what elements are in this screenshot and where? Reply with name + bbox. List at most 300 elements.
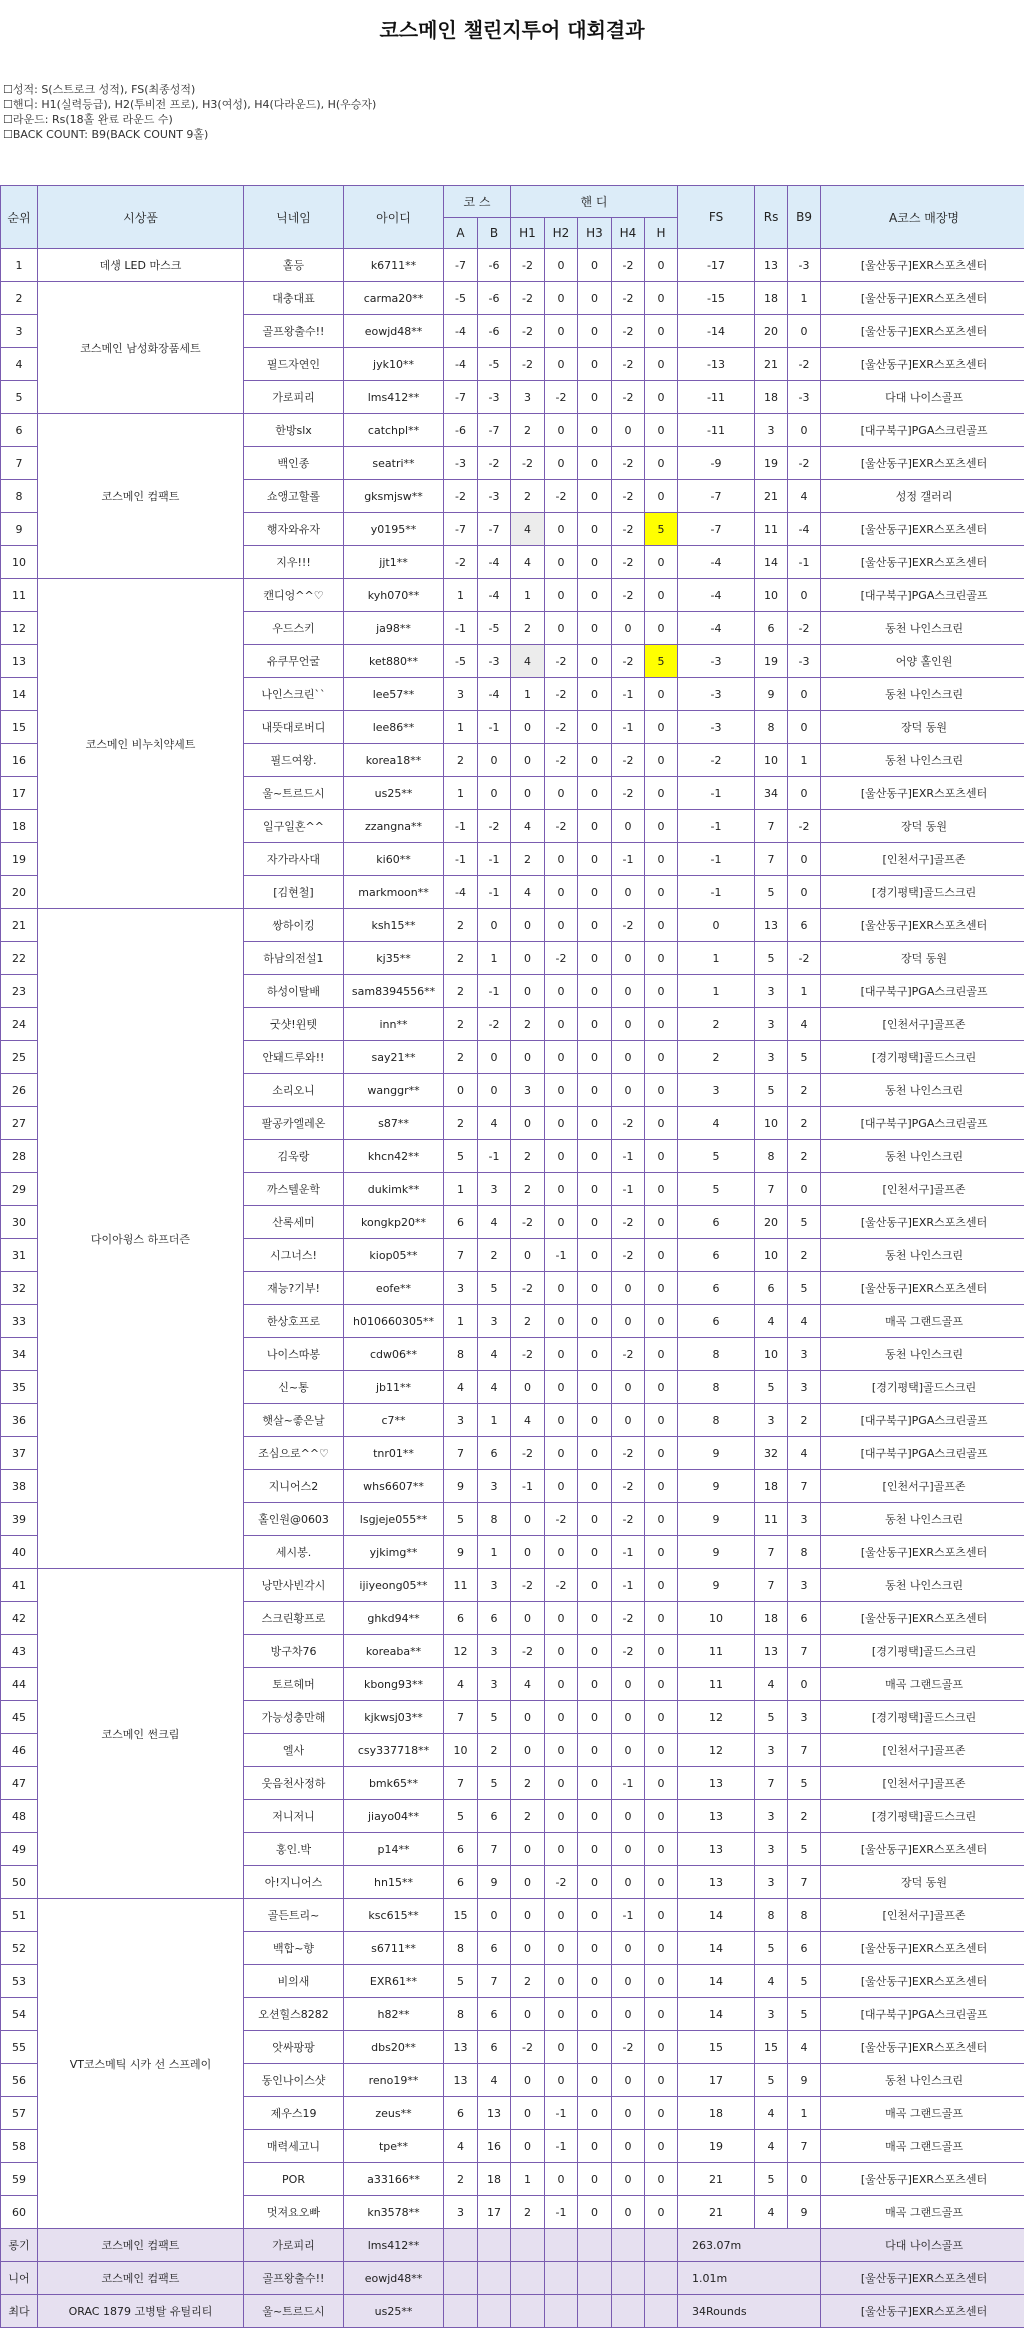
- rank-cell: 47: [1, 1767, 38, 1800]
- nickname-cell: 스크린황프로: [244, 1602, 344, 1635]
- nickname-cell: 가능성충만해: [244, 1701, 344, 1734]
- h3-cell: 0: [578, 777, 612, 810]
- b-cell: -4: [478, 579, 511, 612]
- store-cell: [울산동구]EXR스포츠센터: [821, 2031, 1024, 2064]
- a-cell: 4: [444, 1668, 478, 1701]
- nickname-cell: POR: [244, 2163, 344, 2196]
- h1-cell: 2: [511, 1173, 545, 1206]
- header-id: 아이디: [344, 186, 444, 249]
- h1-cell: 0: [511, 2064, 545, 2097]
- rank-cell: 8: [1, 480, 38, 513]
- prize-cell: 코스메인 컴팩트: [38, 2229, 244, 2262]
- h-cell: 0: [645, 1470, 678, 1503]
- a-cell: -2: [444, 480, 478, 513]
- h2-cell: 0: [545, 282, 578, 315]
- rank-cell: 60: [1, 2196, 38, 2229]
- fs-cell: 4: [678, 1107, 755, 1140]
- h-cell: 0: [645, 1140, 678, 1173]
- h4-cell: 0: [612, 1833, 645, 1866]
- h3-cell: 0: [578, 579, 612, 612]
- h-cell: 0: [645, 1305, 678, 1338]
- a-cell: -5: [444, 645, 478, 678]
- h1-cell: 3: [511, 1074, 545, 1107]
- store-cell: 동천 나인스크린: [821, 1338, 1024, 1371]
- prize-cell: 코스메인 컴팩트: [38, 2262, 244, 2295]
- b9-cell: -2: [788, 348, 821, 381]
- header-prize: 시상품: [38, 186, 244, 249]
- id-cell: kbong93**: [344, 1668, 444, 1701]
- store-cell: [울산동구]EXR스포츠센터: [821, 513, 1024, 546]
- a-cell: 6: [444, 1833, 478, 1866]
- h1-cell: 4: [511, 1668, 545, 1701]
- empty-cell: [578, 2262, 612, 2295]
- id-cell: yjkimg**: [344, 1536, 444, 1569]
- h1-cell: 0: [511, 1602, 545, 1635]
- h1-cell: 0: [511, 1041, 545, 1074]
- store-cell: 성정 갤러리: [821, 480, 1024, 513]
- rank-cell: 30: [1, 1206, 38, 1239]
- rank-cell: 4: [1, 348, 38, 381]
- b9-cell: 3: [788, 1371, 821, 1404]
- h2-cell: 0: [545, 843, 578, 876]
- nickname-cell: 골프왕출수!!: [244, 315, 344, 348]
- id-cell: ksh15**: [344, 909, 444, 942]
- b-cell: -5: [478, 612, 511, 645]
- store-cell: [경기평택]골드스크린: [821, 1041, 1024, 1074]
- h-cell: 0: [645, 249, 678, 282]
- h4-cell: -1: [612, 1140, 645, 1173]
- id-cell: ja98**: [344, 612, 444, 645]
- b9-cell: 2: [788, 1107, 821, 1140]
- rank-cell: 52: [1, 1932, 38, 1965]
- rank-cell: 18: [1, 810, 38, 843]
- nickname-cell: 재능?기부!: [244, 1272, 344, 1305]
- b9-cell: 0: [788, 1668, 821, 1701]
- b-cell: 5: [478, 1701, 511, 1734]
- b9-cell: 9: [788, 2064, 821, 2097]
- b9-cell: -3: [788, 249, 821, 282]
- prize-cell: 코스메인 썬크림: [38, 1569, 244, 1899]
- h2-cell: -2: [545, 744, 578, 777]
- b-cell: 0: [478, 1041, 511, 1074]
- h2-cell: 0: [545, 1965, 578, 1998]
- empty-cell: [444, 2295, 478, 2328]
- h3-cell: 0: [578, 843, 612, 876]
- b-cell: 4: [478, 1206, 511, 1239]
- h3-cell: 0: [578, 480, 612, 513]
- b9-cell: 4: [788, 2031, 821, 2064]
- rank-cell: 51: [1, 1899, 38, 1932]
- h1-cell: 2: [511, 1305, 545, 1338]
- h3-cell: 0: [578, 942, 612, 975]
- store-cell: [인천서구]골프존: [821, 843, 1024, 876]
- h-cell: 0: [645, 810, 678, 843]
- b-cell: -4: [478, 546, 511, 579]
- b-cell: 0: [478, 777, 511, 810]
- h2-cell: -2: [545, 942, 578, 975]
- header-b: B: [478, 218, 511, 249]
- legend-item-handicap: ☐ 핸디: H1(실력등급), H2(투비전 프로), H3(여성), H4(다라운드), H(우승자): [3, 97, 376, 112]
- b-cell: 2: [478, 1239, 511, 1272]
- h1-cell: -2: [511, 447, 545, 480]
- h1-cell: 1: [511, 678, 545, 711]
- h1-cell: 2: [511, 1767, 545, 1800]
- b9-cell: 4: [788, 480, 821, 513]
- b9-cell: 7: [788, 1470, 821, 1503]
- rs-cell: 4: [755, 2196, 788, 2229]
- b9-cell: 5: [788, 1998, 821, 2031]
- fs-cell: -13: [678, 348, 755, 381]
- store-cell: 다대 나이스골프: [821, 381, 1024, 414]
- b9-cell: 2: [788, 1074, 821, 1107]
- h4-cell: 0: [612, 1734, 645, 1767]
- h3-cell: 0: [578, 1668, 612, 1701]
- b-cell: 4: [478, 1107, 511, 1140]
- h-cell: 0: [645, 1965, 678, 1998]
- h2-cell: 0: [545, 1305, 578, 1338]
- b-cell: 4: [478, 1338, 511, 1371]
- b9-cell: -2: [788, 810, 821, 843]
- h1-cell: -2: [511, 1635, 545, 1668]
- h-cell: 0: [645, 1899, 678, 1932]
- h3-cell: 0: [578, 1734, 612, 1767]
- id-cell: seatri**: [344, 447, 444, 480]
- id-cell: kjkwsj03**: [344, 1701, 444, 1734]
- b-cell: 0: [478, 1074, 511, 1107]
- h1-cell: 0: [511, 975, 545, 1008]
- h-cell: 0: [645, 1371, 678, 1404]
- rank-cell: 27: [1, 1107, 38, 1140]
- h4-cell: -2: [612, 249, 645, 282]
- rank-cell: 28: [1, 1140, 38, 1173]
- nickname-cell: 햇살~좋은날: [244, 1404, 344, 1437]
- rs-cell: 5: [755, 1371, 788, 1404]
- rs-cell: 10: [755, 1239, 788, 1272]
- b9-cell: 8: [788, 1899, 821, 1932]
- h1-cell: 2: [511, 843, 545, 876]
- rs-cell: 3: [755, 1833, 788, 1866]
- nickname-cell: 조심으로^^♡: [244, 1437, 344, 1470]
- h3-cell: 0: [578, 249, 612, 282]
- fs-cell: 10: [678, 1602, 755, 1635]
- a-cell: 13: [444, 2064, 478, 2097]
- nickname-cell: 필드여왕.: [244, 744, 344, 777]
- h4-cell: 0: [612, 1272, 645, 1305]
- b9-cell: 5: [788, 1272, 821, 1305]
- rank-cell: 29: [1, 1173, 38, 1206]
- empty-cell: [612, 2262, 645, 2295]
- rank-cell: 21: [1, 909, 38, 942]
- b-cell: 2: [478, 1734, 511, 1767]
- id-cell: ijiyeong05**: [344, 1569, 444, 1602]
- h4-cell: 0: [612, 1701, 645, 1734]
- b9-cell: 7: [788, 1635, 821, 1668]
- fs-cell: 8: [678, 1338, 755, 1371]
- nickname-cell: 지니어스2: [244, 1470, 344, 1503]
- h1-cell: -2: [511, 1437, 545, 1470]
- a-cell: -6: [444, 414, 478, 447]
- store-cell: [울산동구]EXR스포츠센터: [821, 249, 1024, 282]
- fs-cell: 2: [678, 1041, 755, 1074]
- nickname-cell: 한방slx: [244, 414, 344, 447]
- rank-cell: 14: [1, 678, 38, 711]
- h1-cell: 1: [511, 579, 545, 612]
- h4-cell: 0: [612, 975, 645, 1008]
- empty-cell: [545, 2295, 578, 2328]
- a-cell: 1: [444, 777, 478, 810]
- fs-cell: -3: [678, 678, 755, 711]
- h3-cell: 0: [578, 348, 612, 381]
- b9-cell: 0: [788, 777, 821, 810]
- h2-cell: -2: [545, 381, 578, 414]
- store-cell: [울산동구]EXR스포츠센터: [821, 315, 1024, 348]
- h4-cell: -2: [612, 909, 645, 942]
- h1-cell: -2: [511, 348, 545, 381]
- store-cell: [인천서구]골프존: [821, 1899, 1024, 1932]
- b-cell: -1: [478, 975, 511, 1008]
- fs-cell: -3: [678, 711, 755, 744]
- h4-cell: -1: [612, 843, 645, 876]
- b-cell: 13: [478, 2097, 511, 2130]
- h-cell: 0: [645, 381, 678, 414]
- h4-cell: -2: [612, 1470, 645, 1503]
- store-cell: [대구북구]PGA스크린골프: [821, 1437, 1024, 1470]
- a-cell: 10: [444, 1734, 478, 1767]
- rs-cell: 5: [755, 1074, 788, 1107]
- rank-cell: 25: [1, 1041, 38, 1074]
- fs-cell: -1: [678, 777, 755, 810]
- h4-cell: -2: [612, 1602, 645, 1635]
- nickname-cell: 세시봉.: [244, 1536, 344, 1569]
- empty-cell: [545, 2262, 578, 2295]
- nickname-cell: 저니저니: [244, 1800, 344, 1833]
- id-cell: s6711**: [344, 1932, 444, 1965]
- b9-cell: 0: [788, 414, 821, 447]
- table-row: [1, 909, 1024, 942]
- h1-cell: 0: [511, 2130, 545, 2163]
- fs-cell: 14: [678, 1932, 755, 1965]
- a-cell: 2: [444, 1008, 478, 1041]
- a-cell: 8: [444, 1932, 478, 1965]
- page-title: 코스메인 챌린지투어 대회결과: [379, 18, 645, 42]
- h-cell: 0: [645, 414, 678, 447]
- h2-cell: 0: [545, 249, 578, 282]
- h-cell: 0: [645, 2130, 678, 2163]
- b-cell: -2: [478, 810, 511, 843]
- a-cell: -5: [444, 282, 478, 315]
- h-cell: 0: [645, 315, 678, 348]
- prize-cell: 코스메인 컴팩트: [38, 414, 244, 579]
- store-cell: [울산동구]EXR스포츠센터: [821, 1965, 1024, 1998]
- a-cell: 2: [444, 1107, 478, 1140]
- record-value-cell: 34Rounds: [678, 2295, 821, 2328]
- nickname-cell: 한상호프로: [244, 1305, 344, 1338]
- h3-cell: 0: [578, 282, 612, 315]
- id-cell: lee57**: [344, 678, 444, 711]
- h2-cell: 0: [545, 414, 578, 447]
- rs-cell: 5: [755, 1932, 788, 1965]
- b-cell: 16: [478, 2130, 511, 2163]
- header-rank: 순위: [1, 186, 38, 249]
- fs-cell: 13: [678, 1833, 755, 1866]
- h4-cell: -2: [612, 480, 645, 513]
- h4-cell: -2: [612, 744, 645, 777]
- b-cell: 6: [478, 1998, 511, 2031]
- nickname-cell: 엘사: [244, 1734, 344, 1767]
- fs-cell: 12: [678, 1734, 755, 1767]
- h2-cell: 0: [545, 1140, 578, 1173]
- h-cell: 0: [645, 2163, 678, 2196]
- fs-cell: 12: [678, 1701, 755, 1734]
- fs-cell: -15: [678, 282, 755, 315]
- fs-cell: 5: [678, 1173, 755, 1206]
- h2-cell: 0: [545, 1272, 578, 1305]
- store-cell: [대구북구]PGA스크린골프: [821, 414, 1024, 447]
- nickname-cell: 나인스크린``: [244, 678, 344, 711]
- b-cell: 3: [478, 1173, 511, 1206]
- nickname-cell: 쌍하이킹: [244, 909, 344, 942]
- h3-cell: 0: [578, 645, 612, 678]
- nickname-cell: 오션힐스8282: [244, 1998, 344, 2031]
- fs-cell: 13: [678, 1800, 755, 1833]
- nickname-cell: 백합~향: [244, 1932, 344, 1965]
- h-cell: 0: [645, 480, 678, 513]
- store-cell: [대구북구]PGA스크린골프: [821, 579, 1024, 612]
- id-cell: carma20**: [344, 282, 444, 315]
- h1-cell: 0: [511, 1833, 545, 1866]
- id-cell: kn3578**: [344, 2196, 444, 2229]
- h1-cell: 2: [511, 414, 545, 447]
- h-cell: 0: [645, 876, 678, 909]
- h3-cell: 0: [578, 2097, 612, 2130]
- store-cell: 동천 나인스크린: [821, 1074, 1024, 1107]
- prize-cell: ORAC 1879 고병탈 유틸리티: [38, 2295, 244, 2328]
- fs-cell: 19: [678, 2130, 755, 2163]
- b9-cell: -4: [788, 513, 821, 546]
- a-cell: 2: [444, 1041, 478, 1074]
- id-cell: EXR61**: [344, 1965, 444, 1998]
- a-cell: -1: [444, 810, 478, 843]
- rank-cell: 31: [1, 1239, 38, 1272]
- b-cell: 7: [478, 1833, 511, 1866]
- nickname-cell: 내뜻대로버디: [244, 711, 344, 744]
- b9-cell: -2: [788, 447, 821, 480]
- fs-cell: -17: [678, 249, 755, 282]
- award-label-cell: 니어: [1, 2262, 38, 2295]
- h4-cell: -2: [612, 777, 645, 810]
- h2-cell: 0: [545, 1437, 578, 1470]
- b-cell: -1: [478, 876, 511, 909]
- h4-cell: -2: [612, 381, 645, 414]
- store-cell: [경기평택]골드스크린: [821, 1635, 1024, 1668]
- h4-cell: -2: [612, 1635, 645, 1668]
- b9-cell: 5: [788, 1767, 821, 1800]
- rs-cell: 9: [755, 678, 788, 711]
- rank-cell: 24: [1, 1008, 38, 1041]
- fs-cell: 17: [678, 2064, 755, 2097]
- fs-cell: -1: [678, 843, 755, 876]
- fs-cell: -7: [678, 513, 755, 546]
- prize-cell: 코스메인 남성화장품세트: [38, 282, 244, 414]
- fs-cell: 6: [678, 1206, 755, 1239]
- h2-cell: 0: [545, 1338, 578, 1371]
- id-cell: kiop05**: [344, 1239, 444, 1272]
- h1-cell: 0: [511, 1701, 545, 1734]
- h-cell: 0: [645, 1602, 678, 1635]
- a-cell: 13: [444, 2031, 478, 2064]
- a-cell: 6: [444, 1206, 478, 1239]
- b9-cell: 6: [788, 1932, 821, 1965]
- header-h1: H1: [511, 218, 545, 249]
- rank-cell: 36: [1, 1404, 38, 1437]
- h4-cell: -1: [612, 1173, 645, 1206]
- fs-cell: -11: [678, 414, 755, 447]
- id-cell: say21**: [344, 1041, 444, 1074]
- nickname-cell: 골프왕출수!!: [244, 2262, 344, 2295]
- header-h4: H4: [612, 218, 645, 249]
- store-cell: [인천서구]골프존: [821, 1008, 1024, 1041]
- h-cell: 0: [645, 348, 678, 381]
- store-cell: 동천 나인스크린: [821, 2064, 1024, 2097]
- rs-cell: 19: [755, 645, 788, 678]
- empty-cell: [578, 2229, 612, 2262]
- h3-cell: 0: [578, 1206, 612, 1239]
- h3-cell: 0: [578, 1866, 612, 1899]
- h4-cell: 0: [612, 876, 645, 909]
- h-cell: 0: [645, 1272, 678, 1305]
- h-cell: 0: [645, 843, 678, 876]
- fs-cell: 13: [678, 1767, 755, 1800]
- nickname-cell: 아!지니어스: [244, 1866, 344, 1899]
- header-h: H: [645, 218, 678, 249]
- h4-cell: 0: [612, 1998, 645, 2031]
- h3-cell: 0: [578, 513, 612, 546]
- nickname-cell: 비의새: [244, 1965, 344, 1998]
- h2-cell: -2: [545, 711, 578, 744]
- id-cell: ket880**: [344, 645, 444, 678]
- h2-cell: 0: [545, 1767, 578, 1800]
- id-cell: sam8394556**: [344, 975, 444, 1008]
- id-cell: a33166**: [344, 2163, 444, 2196]
- empty-cell: [511, 2295, 545, 2328]
- h4-cell: 0: [612, 1041, 645, 1074]
- rs-cell: 5: [755, 876, 788, 909]
- a-cell: 2: [444, 2163, 478, 2196]
- rank-cell: 57: [1, 2097, 38, 2130]
- h-cell: 0: [645, 447, 678, 480]
- table-row: [1, 414, 1024, 447]
- h4-cell: -2: [612, 546, 645, 579]
- fs-cell: 11: [678, 1668, 755, 1701]
- a-cell: 1: [444, 1305, 478, 1338]
- rs-cell: 34: [755, 777, 788, 810]
- h3-cell: 0: [578, 1569, 612, 1602]
- h-cell: 0: [645, 2031, 678, 2064]
- b9-cell: -3: [788, 381, 821, 414]
- h4-cell: 0: [612, 1668, 645, 1701]
- h-cell: 0: [645, 942, 678, 975]
- legend-item-backcount: ☐ BACK COUNT: B9(BACK COUNT 9홀): [3, 127, 376, 142]
- fs-cell: 18: [678, 2097, 755, 2130]
- h3-cell: 0: [578, 546, 612, 579]
- store-cell: [인천서구]골프존: [821, 1470, 1024, 1503]
- rank-cell: 50: [1, 1866, 38, 1899]
- a-cell: 7: [444, 1701, 478, 1734]
- h2-cell: -2: [545, 810, 578, 843]
- fs-cell: -4: [678, 546, 755, 579]
- nickname-cell: 캔디엉^^♡: [244, 579, 344, 612]
- fs-cell: 9: [678, 1536, 755, 1569]
